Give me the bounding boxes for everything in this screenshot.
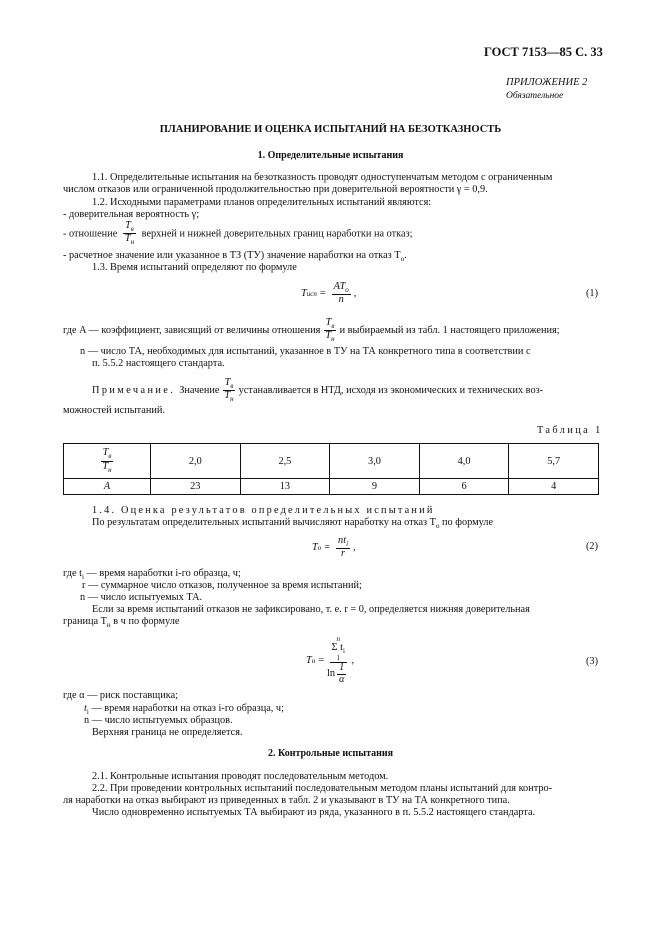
- section14-title: 1.4. Оценка результатов определительных испытаний: [92, 505, 435, 516]
- w-ti-sub: i: [81, 573, 84, 582]
- note-line2: можностей испытаний.: [63, 405, 165, 416]
- frac-t-lower: T: [124, 233, 131, 245]
- f2-lhs: T: [312, 542, 318, 554]
- f2-num: nt: [338, 535, 347, 546]
- tb-sub-upper: в: [108, 452, 112, 461]
- bullet-ratio-post: верхней и нижней доверительных границ наработки на отказ;: [141, 228, 413, 240]
- w-ti2-sub: i: [86, 708, 89, 717]
- table-cell: 5,7: [509, 444, 599, 479]
- frac-sub-lower: н: [130, 238, 135, 247]
- table-ratio-fraction: [100, 448, 113, 474]
- main-title: ПЛАНИРОВАНИЕ И ОЦЕНКА ИСПЫТАНИЙ НА БЕЗОТКАЗНОСТЬ: [159, 124, 502, 135]
- b3-end: .: [404, 250, 407, 261]
- note-fraction: [222, 378, 235, 404]
- p22-line2: ля наработки на отказ выбирают из приведенных в табл. 2 и указывают в ТУ на ТА конкретного типа.: [63, 795, 510, 806]
- f3-ln-num: 1: [339, 662, 345, 674]
- where-r: r — суммарное число отказов, полученное за время испытаний;: [82, 580, 362, 591]
- where-a-post: и выбираемый из табл. 1 настоящего приложения;: [339, 324, 560, 336]
- note-label: Примечание.: [92, 384, 176, 396]
- wa-t-lower: T: [325, 330, 332, 342]
- table-cell: 2,0: [151, 444, 241, 479]
- s14-p2-end: в ч по формуле: [113, 616, 180, 627]
- w-ti2-text: — время наработки на отказ i-го образца, ч;: [91, 703, 284, 714]
- f3-ln-fraction: [337, 663, 346, 686]
- tb-t-upper: T: [102, 447, 109, 459]
- formula-1-number: (1): [586, 288, 599, 299]
- table-row: [64, 444, 599, 479]
- note-pre: Значение: [179, 384, 220, 396]
- note-post: устанавливается в НТД, исходя из экономических и технических воз-: [238, 384, 544, 396]
- section14-p2-line2: [63, 616, 179, 629]
- s14-p1-end: по формуле: [442, 517, 494, 528]
- s14-p2-sub: н: [106, 621, 111, 630]
- appendix-status: Обязательное: [506, 91, 564, 101]
- section1-title: 1. Определительные испытания: [257, 150, 404, 161]
- where-alpha: где α — риск поставщика;: [63, 690, 179, 701]
- appendix-title: ПРИЛОЖЕНИЕ 2: [506, 77, 588, 88]
- b3-text: - расчетное значение или указанное в ТЗ (ТУ) значение наработки на отказ T: [63, 250, 401, 261]
- p11-line1: 1.1. Определительные испытания на безотказность проводят одноступенчатым методом с ограниченным: [92, 172, 553, 183]
- table-cell: 9: [330, 479, 420, 495]
- f3-sum-top: n: [336, 635, 340, 643]
- where-n-line2: п. 5.5.2 настоящего стандарта.: [92, 358, 225, 369]
- table-cell-a-label: A: [64, 479, 151, 495]
- w-ti-text: — время наработки i-го образца, ч;: [86, 568, 241, 579]
- formula-3-number: (3): [586, 656, 599, 667]
- table-cell: 6: [419, 479, 509, 495]
- f3-lhs-sub: н: [311, 656, 316, 665]
- table1-label: Таблица 1: [537, 425, 603, 436]
- f3-sum-bot: 1: [336, 654, 340, 663]
- where-n2: n — число испытуемых образцов.: [84, 715, 233, 726]
- s14-p2-text: граница T: [63, 616, 107, 627]
- formula-2: T о = $\frac{nt_i}{r}$ ,: [312, 535, 356, 560]
- f1-num: AT: [333, 281, 346, 292]
- p22-line1: 2.2. При проведении контрольных испытаний последовательным методом планы испытаний для контро-: [92, 783, 553, 794]
- wa-t-upper: T: [325, 317, 332, 328]
- f1-den: n: [338, 294, 344, 306]
- wa-sub-upper: в: [331, 322, 335, 331]
- table-cell: 2,5: [240, 444, 330, 479]
- f2-num-sub: i: [346, 540, 349, 549]
- p11-line2: числом отказов или ограниченной продолжительностью при доверительной вероятности γ = 0,9.: [63, 184, 488, 195]
- tb-t-lower: T: [102, 460, 109, 472]
- where-n-line1: n — число ТА, необходимых для испытаний, указанное в ТУ на ТА конкретного типа в соответствии с: [80, 346, 531, 357]
- where-a-pre: где A — коэффициент, зависящий от величины отношения: [63, 324, 321, 336]
- bullet-ratio-pre: - отношение: [63, 228, 118, 240]
- table-cell: 4,0: [419, 444, 509, 479]
- where-a-fraction: [323, 318, 336, 344]
- nt-sub-lower: н: [230, 395, 234, 404]
- f1-lhs-sub: исп: [306, 290, 317, 299]
- where-n: n — число испытуемых ТА.: [80, 592, 203, 603]
- table-cell: 13: [240, 479, 330, 495]
- section2-title: 2. Контрольные испытания: [267, 748, 394, 759]
- f3-sum-sub: i: [342, 647, 345, 656]
- section14-p2-line1: Если за время испытаний отказов не зафиксировано, т. е. r = 0, определяется нижняя доверительная: [92, 604, 530, 615]
- table-cell: 4: [509, 479, 599, 495]
- table-1: [63, 443, 599, 495]
- p13: 1.3. Время испытаний определяют по формуле: [92, 262, 297, 273]
- bullet-confidence: - доверительная вероятность γ;: [63, 209, 200, 220]
- formula-3: T н = n Σ $t_i$ 1 ln $\frac{1}{\alpha}$ ,: [306, 635, 355, 685]
- frac-sub-upper: в: [130, 225, 134, 234]
- f1-fraction: [332, 282, 351, 306]
- f2-fraction: [336, 536, 350, 560]
- frac-t-upper: T: [125, 220, 131, 231]
- f2-den: r: [341, 548, 346, 560]
- bullet-ratio: [63, 221, 413, 247]
- section14-p1: [92, 517, 493, 530]
- table-cell: 23: [151, 479, 241, 495]
- table-cell-ratio-header: [64, 444, 151, 479]
- p21: 2.1. Контрольные испытания проводят последовательным методом.: [92, 771, 389, 782]
- f1-num-sub: о: [345, 286, 349, 295]
- f3-denominator: [327, 663, 349, 686]
- ratio-fraction: [123, 221, 136, 247]
- table-row: [64, 479, 599, 495]
- formula-1: T исп = $\frac{AT_о}{n}$ ,: [301, 281, 357, 306]
- f3-lhs: T: [306, 654, 312, 666]
- w-ti-pre: где t: [63, 568, 82, 579]
- f3-numerator: [330, 636, 347, 663]
- f3-sum: Σ t: [331, 642, 343, 653]
- wa-sub-lower: н: [331, 335, 335, 344]
- nt-t-lower: T: [224, 390, 231, 402]
- nt-t-upper: T: [224, 377, 231, 388]
- tb-sub-lower: н: [108, 465, 112, 474]
- where-a: [63, 318, 560, 344]
- f3-fraction: [327, 636, 349, 686]
- s14-p1-text: По результатам определительных испытаний вычисляют наработку на отказ T: [92, 517, 436, 528]
- b3-sub: о: [400, 255, 405, 264]
- s14-p1-sub: о: [435, 522, 440, 531]
- nt-sub-upper: в: [230, 382, 234, 391]
- f3-ln: ln: [327, 668, 336, 680]
- f3-ln-den: α: [339, 673, 345, 685]
- f2-lhs-sub: о: [317, 544, 322, 553]
- f1-lhs: T: [301, 288, 307, 300]
- p23: Число одновременно испытуемых ТА выбирают из ряда, указанного в п. 5.5.2 настоящего стандарта.: [92, 807, 536, 818]
- table-cell: 3,0: [330, 444, 420, 479]
- page-header: ГОСТ 7153—85 С. 33: [484, 45, 603, 59]
- note: [92, 378, 543, 404]
- section14-p3: Верхняя граница не определяется.: [92, 727, 243, 738]
- formula-2-number: (2): [586, 541, 599, 552]
- w-ti2-var: t: [84, 703, 87, 714]
- p12: 1.2. Исходными параметрами планов определительных испытаний являются:: [92, 197, 432, 208]
